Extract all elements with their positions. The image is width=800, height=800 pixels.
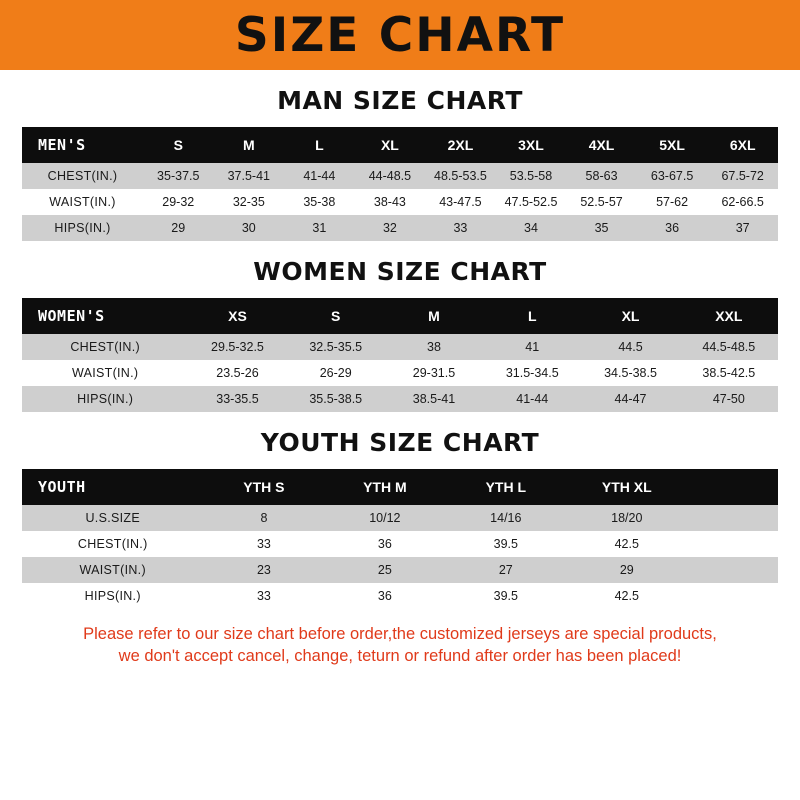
- row-label: CHEST(IN.): [70, 340, 140, 354]
- table-cell-spacer: [687, 557, 778, 583]
- table-cell: 42.5: [614, 589, 639, 603]
- table-cell: 33-35.5: [216, 392, 259, 406]
- table-cell: 25: [377, 563, 392, 577]
- table-cell: 29: [171, 221, 186, 235]
- column-header-spacer: [687, 469, 778, 505]
- table-header-row: [22, 298, 778, 334]
- table-cell: 47.5-52.5: [504, 195, 558, 209]
- table-cell: 58-63: [585, 169, 618, 183]
- row-label: HIPS(IN.): [54, 221, 111, 235]
- section-title-youth: YOUTH SIZE CHART: [260, 428, 540, 457]
- table-cell: 36: [665, 221, 680, 235]
- table-youth-sizes: [22, 469, 778, 609]
- row-label: WAIST(IN.): [79, 563, 146, 577]
- table-cell: 14/16: [490, 511, 522, 525]
- table-cell: 33: [256, 537, 271, 551]
- column-header: WOMEN'S: [22, 298, 188, 334]
- table-cell: 37.5-41: [227, 169, 270, 183]
- column-header: 5XL: [637, 127, 708, 163]
- row-label: WAIST(IN.): [49, 195, 116, 209]
- table-cell: 35-38: [303, 195, 336, 209]
- page-title: SIZE CHART: [234, 7, 566, 63]
- table-cell: 37: [735, 221, 750, 235]
- row-label: WAIST(IN.): [71, 366, 139, 380]
- column-header: XXL: [680, 298, 778, 334]
- column-header: YOUTH: [22, 469, 203, 505]
- table-cell: 35-37.5: [157, 169, 200, 183]
- table-cell: 29.5-32.5: [211, 340, 264, 354]
- column-header: M: [385, 298, 483, 334]
- table-cell: 30: [241, 221, 256, 235]
- row-label: CHEST(IN.): [77, 537, 148, 551]
- table-cell: 43-47.5: [439, 195, 482, 209]
- table-cell-spacer: [687, 531, 778, 557]
- footer-line-1: Please refer to our size chart before order,the customized jerseys are special products,: [83, 625, 717, 643]
- table-cell: 32.5-35.5: [309, 340, 363, 354]
- table-cell: 10/12: [369, 511, 401, 525]
- table-row: [22, 360, 778, 386]
- table-row: [22, 163, 778, 189]
- row-label: HIPS(IN.): [77, 392, 134, 406]
- table-women-sizes: [22, 298, 778, 412]
- section-youth: [22, 428, 778, 609]
- section-women: [22, 257, 778, 412]
- column-header: 4XL: [566, 127, 637, 163]
- column-header: YTH XL: [566, 469, 687, 505]
- column-header: 2XL: [425, 127, 496, 163]
- table-cell: 53.5-58: [509, 169, 553, 183]
- table-cell: 29-31.5: [412, 366, 456, 380]
- table-header-row: [22, 127, 778, 163]
- section-title-man: MAN SIZE CHART: [277, 86, 523, 115]
- table-row: [22, 386, 778, 412]
- column-header: YTH S: [203, 469, 324, 505]
- table-cell: 32-35: [232, 195, 265, 209]
- column-header: 6XL: [707, 127, 778, 163]
- table-cell: 34: [524, 221, 538, 235]
- table-cell: 33: [256, 589, 271, 603]
- column-header: L: [483, 298, 581, 334]
- table-cell: 23.5-26: [216, 366, 259, 380]
- table-row: [22, 505, 778, 531]
- table-row: [22, 531, 778, 557]
- table-cell: 41-44: [516, 392, 549, 406]
- column-header: M: [214, 127, 285, 163]
- table-cell: 44-48.5: [368, 169, 412, 183]
- table-cell: 39.5: [493, 589, 518, 603]
- table-cell-spacer: [687, 505, 778, 531]
- table-cell: 27: [498, 563, 513, 577]
- table-row: [22, 334, 778, 360]
- table-cell: 38.5-41: [412, 392, 456, 406]
- content-area: [0, 86, 800, 668]
- table-row: [22, 557, 778, 583]
- table-cell: 36: [377, 537, 392, 551]
- table-cell: 39.5: [493, 537, 518, 551]
- table-cell: 8: [260, 511, 268, 525]
- footer-disclaimer: [22, 623, 778, 668]
- table-man-sizes: [22, 127, 778, 241]
- table-cell: 63-67.5: [650, 169, 694, 183]
- table-cell: 52.5-57: [580, 195, 623, 209]
- column-header: 3XL: [496, 127, 567, 163]
- table-header-row: [22, 469, 778, 505]
- table-cell: 47-50: [712, 392, 745, 406]
- table-cell: 29: [619, 563, 634, 577]
- column-header: L: [284, 127, 355, 163]
- table-cell: 41: [525, 340, 540, 354]
- table-cell: 33: [453, 221, 468, 235]
- table-cell: 57-62: [656, 195, 689, 209]
- section-man: [22, 86, 778, 241]
- table-cell: 38-43: [373, 195, 406, 209]
- row-label: U.S.SIZE: [85, 511, 140, 525]
- table-cell: 34.5-38.5: [604, 366, 657, 380]
- table-cell: 23: [256, 563, 271, 577]
- table-row: [22, 215, 778, 241]
- table-cell-spacer: [687, 583, 778, 609]
- table-cell: 41-44: [303, 169, 336, 183]
- row-label: CHEST(IN.): [47, 169, 118, 183]
- table-cell: 44.5-48.5: [702, 340, 756, 354]
- table-cell: 35.5-38.5: [309, 392, 363, 406]
- column-header: S: [287, 298, 385, 334]
- table-cell: 44-47: [614, 392, 647, 406]
- column-header: S: [143, 127, 214, 163]
- column-header: XL: [581, 298, 679, 334]
- column-header: YTH L: [445, 469, 566, 505]
- column-header: MEN'S: [22, 127, 143, 163]
- table-cell: 62-66.5: [721, 195, 764, 209]
- table-cell: 18/20: [611, 511, 643, 525]
- table-cell: 29-32: [162, 195, 195, 209]
- column-header: XL: [355, 127, 426, 163]
- table-row: [22, 189, 778, 215]
- footer-line-2: we don't accept cancel, change, teturn or refund after order has been placed!: [118, 647, 682, 666]
- table-cell: 44.5: [618, 340, 643, 354]
- table-cell: 31: [312, 221, 327, 235]
- column-header: YTH M: [324, 469, 445, 505]
- table-cell: 35: [594, 221, 609, 235]
- section-title-women: WOMEN SIZE CHART: [253, 257, 547, 286]
- table-cell: 32: [382, 221, 397, 235]
- table-row: [22, 583, 778, 609]
- table-cell: 38.5-42.5: [702, 366, 756, 380]
- header-banner: [0, 0, 800, 70]
- table-cell: 48.5-53.5: [434, 169, 487, 183]
- table-cell: 38: [427, 340, 441, 354]
- row-label: HIPS(IN.): [84, 589, 141, 603]
- table-cell: 26-29: [319, 366, 352, 380]
- table-cell: 36: [377, 589, 392, 603]
- table-cell: 31.5-34.5: [505, 366, 559, 380]
- table-cell: 42.5: [614, 537, 639, 551]
- column-header: XS: [188, 298, 286, 334]
- table-cell: 67.5-72: [721, 169, 764, 183]
